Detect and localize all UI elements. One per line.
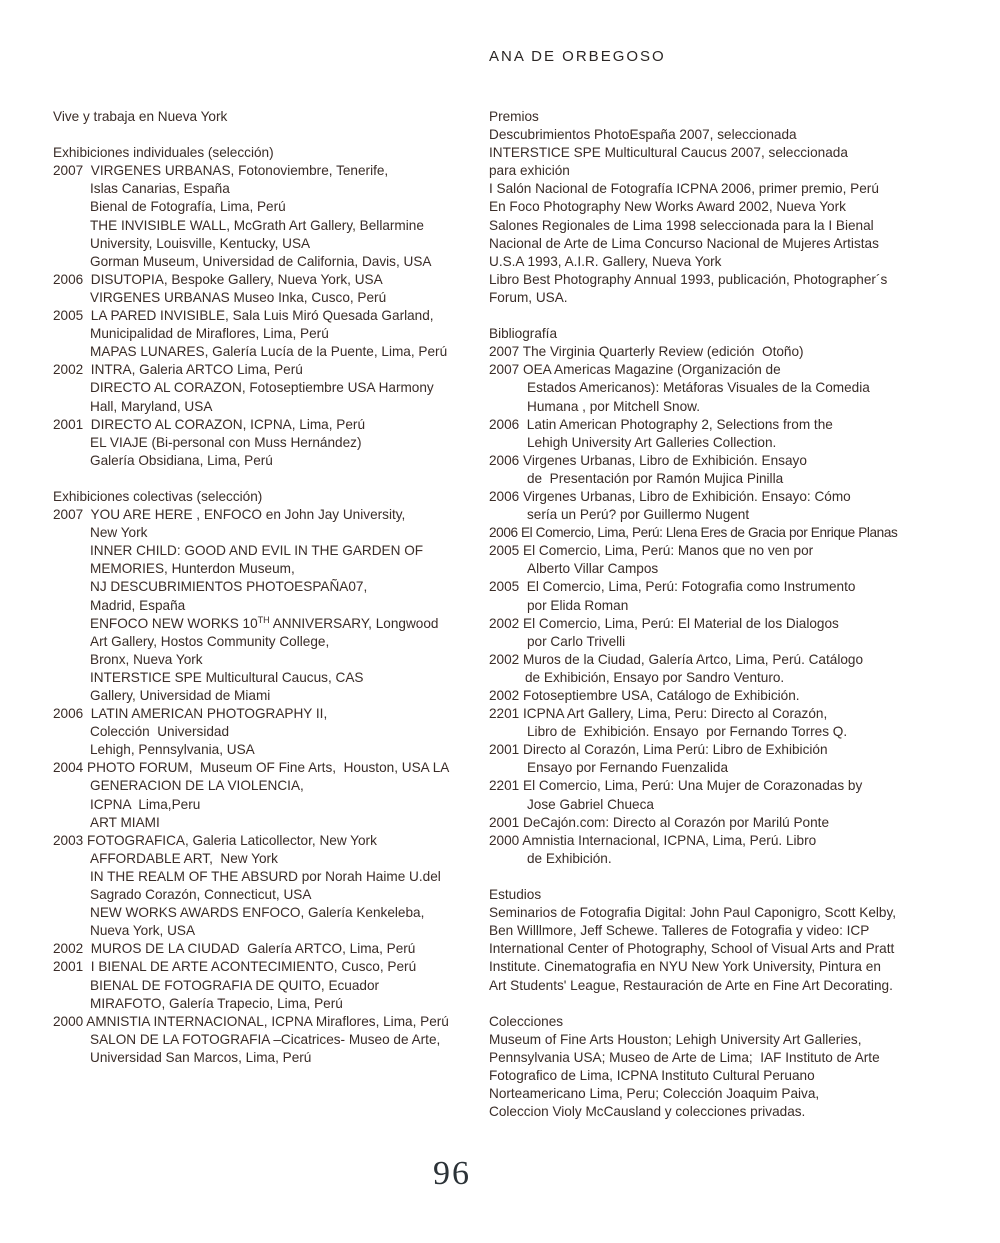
text-line-content: 2001 DIRECTO AL CORAZON, ICPNA, Lima, Perú bbox=[53, 416, 365, 432]
text-line-content: Vive y trabaja en Nueva York bbox=[53, 109, 228, 124]
text-line bbox=[53, 325, 473, 343]
text-line bbox=[53, 615, 473, 633]
text-line-content: Colecciones bbox=[489, 1013, 564, 1029]
text-line bbox=[489, 1103, 914, 1121]
text-line bbox=[489, 1013, 914, 1031]
text-line-content: Forum, USA. bbox=[489, 289, 568, 305]
text-line bbox=[53, 796, 473, 814]
text-line bbox=[53, 253, 473, 271]
superscript: TH bbox=[257, 614, 270, 625]
text-line bbox=[53, 343, 473, 361]
text-line bbox=[53, 271, 473, 289]
text-line-content: por Elida Roman bbox=[527, 597, 629, 613]
text-line-content: Museum of Fine Arts Houston; Lehigh University Art Galleries, bbox=[489, 1031, 862, 1047]
text-line bbox=[489, 597, 914, 615]
text-line bbox=[53, 108, 473, 126]
text-line bbox=[489, 379, 914, 397]
text-line bbox=[489, 1085, 914, 1103]
text-line-content: THE INVISIBLE WALL, McGrath Art Gallery, Bellarmine bbox=[90, 217, 424, 233]
text-line bbox=[53, 217, 473, 235]
text-line bbox=[489, 144, 914, 162]
page-number: 96 bbox=[433, 1155, 471, 1192]
text-line-content: 2005 El Comercio, Lima, Perú: Manos que no ven por bbox=[489, 543, 814, 559]
text-line-content: Alberto Villar Campos bbox=[527, 561, 659, 577]
text-line-content: Estados Americanos): Metáforas Visuales de la Comedia bbox=[527, 380, 870, 396]
text-line bbox=[53, 940, 473, 958]
text-line-content: Institute. Cinematografia en NYU New York University, Pintura en bbox=[489, 959, 881, 975]
text-line-content: Bronx, Nueva York bbox=[90, 651, 203, 667]
text-line bbox=[489, 542, 914, 560]
text-line bbox=[53, 198, 473, 216]
text-line bbox=[53, 506, 473, 524]
text-line-content: DIRECTO AL CORAZON, Fotoseptiembre USA Harmony bbox=[90, 380, 434, 396]
text-line bbox=[53, 289, 473, 307]
text-line bbox=[53, 180, 473, 198]
text-line bbox=[489, 615, 914, 633]
text-line-content: 2007 The Virginia Quarterly Review (edición Otoño) bbox=[489, 344, 804, 360]
text-line-content: 2006 DISUTOPIA, Bespoke Gallery, Nueva York, USA bbox=[53, 271, 383, 287]
text-line-content: 2006 Latin American Photography 2, Selections from the bbox=[489, 416, 833, 432]
text-line bbox=[489, 488, 914, 506]
text-line bbox=[489, 1049, 914, 1067]
text-line-content: 2004 PHOTO FORUM, Museum OF Fine Arts, Houston, USA LA bbox=[53, 760, 450, 776]
text-line-content: Galería Obsidiana, Lima, Perú bbox=[90, 452, 273, 468]
text-line bbox=[489, 271, 914, 289]
text-line-content: Bibliografía bbox=[489, 326, 558, 342]
text-line bbox=[489, 560, 914, 578]
text-line bbox=[53, 379, 473, 397]
text-line-content: New York bbox=[90, 525, 148, 541]
text-line bbox=[489, 253, 914, 271]
text-line bbox=[489, 452, 914, 470]
text-line bbox=[53, 235, 473, 253]
text-line bbox=[489, 361, 914, 379]
text-line bbox=[53, 434, 473, 452]
text-line bbox=[489, 470, 914, 488]
text-line-content: de Exhibición, Ensayo por Sandro Venturo. bbox=[525, 669, 785, 685]
text-line bbox=[53, 542, 473, 560]
text-line bbox=[489, 995, 914, 1013]
text-line bbox=[53, 904, 473, 922]
right-column-text bbox=[489, 108, 914, 1121]
text-line bbox=[53, 470, 473, 488]
text-line-content: 2000 Amnistia Internacional, ICPNA, Lima, Perú. Libro bbox=[489, 832, 817, 848]
text-line-content: Sagrado Corazón, Connecticut, USA bbox=[90, 887, 312, 903]
text-line bbox=[489, 506, 914, 524]
text-line bbox=[53, 777, 473, 795]
text-line-content: 2001 I BIENAL DE ARTE ACONTECIMIENTO, Cusco, Perú bbox=[53, 959, 417, 975]
text-line bbox=[489, 307, 914, 325]
text-line-content: 2007 VIRGENES URBANAS, Fotonoviembre, Tenerife, bbox=[53, 163, 389, 179]
text-line bbox=[489, 651, 914, 669]
text-line-content: 2201 El Comercio, Lima, Perú: Una Mujer de Corazonadas by bbox=[489, 778, 863, 794]
text-line-content: Jose Gabriel Chueca bbox=[527, 796, 654, 812]
text-line-content: 2006 LATIN AMERICAN PHOTOGRAPHY II, bbox=[53, 706, 328, 722]
text-line-content: MEMORIES, Hunterdon Museum, bbox=[90, 561, 295, 577]
text-line bbox=[489, 162, 914, 180]
text-line bbox=[53, 723, 473, 741]
text-line-content: ICPNA Lima,Peru bbox=[90, 796, 201, 812]
text-line bbox=[53, 578, 473, 596]
text-line-content: INTERSTICE SPE Multicultural Caucus, CAS bbox=[90, 669, 364, 685]
text-line-content: GENERACION DE LA VIOLENCIA, bbox=[90, 778, 304, 794]
text-line bbox=[489, 759, 914, 777]
text-line-content: Art Students' League, Restauración de Arte en Fine Art Decorating. bbox=[489, 977, 893, 993]
text-line bbox=[489, 524, 914, 542]
text-line bbox=[489, 705, 914, 723]
text-line bbox=[489, 343, 914, 361]
text-line-content: INTERSTICE SPE Multicultural Caucus 2007, seleccionada bbox=[489, 145, 848, 161]
text-line-content: Gallery, Universidad de Miami bbox=[90, 688, 271, 703]
text-line bbox=[53, 669, 473, 687]
text-line bbox=[489, 198, 914, 216]
text-line bbox=[53, 958, 473, 976]
text-line-content: 2000 AMNISTIA INTERNACIONAL, ICPNA Miraflores, Lima, Perú bbox=[53, 1013, 449, 1029]
text-line bbox=[53, 922, 473, 940]
text-line bbox=[53, 741, 473, 759]
text-line bbox=[53, 307, 473, 325]
text-line-content: 2003 FOTOGRAFICA, Galeria Laticollector, New York bbox=[53, 832, 377, 848]
text-line bbox=[489, 180, 914, 198]
text-line bbox=[53, 759, 473, 777]
text-line-content: 2201 ICPNA Art Gallery, Lima, Peru: Directo al Corazón, bbox=[489, 706, 828, 722]
text-line-content: Islas Canarias, España bbox=[90, 181, 230, 197]
text-line-content: Bienal de Fotografía, Lima, Perú bbox=[90, 199, 286, 215]
text-line bbox=[489, 832, 914, 850]
text-line-content: de Exhibición. bbox=[527, 850, 612, 866]
text-line-content: Seminarios de Fotografia Digital: John Paul Caponigro, Scott Kelby, bbox=[489, 905, 897, 921]
text-line-content: Fotografico de Lima, ICPNA Instituto Cultural Peruano bbox=[489, 1067, 815, 1083]
text-line-content: Municipalidad de Miraflores, Lima, Perú bbox=[90, 326, 329, 342]
text-line-content: 2007 OEA Americas Magazine (Organización de bbox=[489, 362, 781, 378]
text-line bbox=[53, 850, 473, 868]
text-line-content: Libro de Exhibición. Ensayo por Fernando Torres Q. bbox=[527, 724, 848, 740]
text-line bbox=[489, 886, 914, 904]
text-line-content: Colección Universidad bbox=[90, 724, 230, 740]
text-line bbox=[53, 633, 473, 651]
text-line-content: MAPAS LUNARES, Galería Lucía de la Puente, Lima, Perú bbox=[90, 344, 448, 360]
text-line-content: I Salón Nacional de Fotografía ICPNA 2006, primer premio, Perú bbox=[489, 181, 879, 197]
text-line-content: NEW WORKS AWARDS ENFOCO, Galería Kenkeleba, bbox=[90, 905, 425, 921]
text-line-content: U.S.A 1993, A.I.R. Gallery, Nueva York bbox=[489, 253, 722, 269]
text-line bbox=[489, 1031, 914, 1049]
text-line bbox=[489, 723, 914, 741]
text-line-content: AFFORDABLE ART, New York bbox=[90, 850, 278, 866]
text-line-content: Descubrimientos PhotoEspaña 2007, seleccionada bbox=[489, 127, 797, 143]
text-line bbox=[489, 814, 914, 832]
text-line bbox=[53, 560, 473, 578]
text-line-content: ART MIAMI bbox=[90, 814, 160, 830]
text-line bbox=[53, 687, 473, 705]
text-line-content: Coleccion Violy McCausland y colecciones privadas. bbox=[489, 1104, 806, 1120]
text-line bbox=[53, 488, 473, 506]
text-line-content: Salones Regionales de Lima 1998 seleccionada para la I Bienal bbox=[489, 217, 874, 233]
text-line-content: sería un Perú? por Guillermo Nugent bbox=[527, 507, 750, 523]
text-line bbox=[53, 1049, 473, 1067]
text-line bbox=[489, 633, 914, 651]
text-line-content: 2007 YOU ARE HERE , ENFOCO en John Jay University, bbox=[53, 507, 406, 523]
text-line-content: Hall, Maryland, USA bbox=[90, 398, 213, 414]
text-line-content: Madrid, España bbox=[90, 597, 186, 613]
text-line-content: 2005 El Comercio, Lima, Perú: Fotografia como Instrumento bbox=[489, 579, 856, 595]
text-line bbox=[53, 868, 473, 886]
text-line-content: Lehigh University Art Galleries Collection. bbox=[527, 434, 777, 450]
text-line bbox=[489, 741, 914, 759]
text-line-content: INNER CHILD: GOOD AND EVIL IN THE GARDEN OF bbox=[90, 543, 424, 559]
text-line-content: 2002 MUROS DE LA CIUDAD Galería ARTCO, Lima, Perú bbox=[53, 941, 416, 957]
text-line-content: 2006 El Comercio, Lima, Perú: Llena Eres de Gracia por Enrique Planas bbox=[489, 525, 898, 541]
text-line-content: Nueva York, USA bbox=[90, 923, 196, 939]
text-line-content: University, Louisville, Kentucky, USA bbox=[90, 235, 311, 251]
text-line bbox=[53, 814, 473, 832]
text-line bbox=[53, 126, 473, 144]
text-line-content: IN THE REALM OF THE ABSURD por Norah Haime U.del bbox=[90, 868, 441, 884]
text-line bbox=[53, 452, 473, 470]
text-line bbox=[53, 651, 473, 669]
text-line-content: de Presentación por Ramón Mujica Pinilla bbox=[527, 470, 784, 486]
text-line-content: Pennsylvania USA; Museo de Arte de Lima; IAF Instituto de Arte bbox=[489, 1049, 880, 1065]
text-line bbox=[489, 669, 914, 687]
text-line bbox=[489, 922, 914, 940]
text-line-content: Gorman Museum, Universidad de California, Davis, USA bbox=[90, 253, 432, 269]
text-line-continuation: ANNIVERSARY, Longwood bbox=[269, 615, 439, 631]
text-line bbox=[53, 832, 473, 850]
text-line-content: Universidad San Marcos, Lima, Perú bbox=[90, 1049, 312, 1065]
text-line-content: NJ DESCUBRIMIENTOS PHOTOESPAÑA07, bbox=[90, 579, 368, 595]
text-line-content: por Carlo Trivelli bbox=[527, 633, 626, 649]
text-line bbox=[489, 578, 914, 596]
text-line bbox=[53, 995, 473, 1013]
text-line-content: SALON DE LA FOTOGRAFIA –Cicatrices- Museo de Arte, bbox=[90, 1031, 441, 1047]
text-line-content: Libro Best Photography Annual 1993, publicación, Photographer´s bbox=[489, 271, 888, 287]
text-line bbox=[489, 325, 914, 343]
text-line-content: 2006 Virgenes Urbanas, Libro de Exhibición. Ensayo bbox=[489, 452, 807, 468]
text-line bbox=[489, 289, 914, 307]
text-line bbox=[53, 1031, 473, 1049]
text-line bbox=[53, 977, 473, 995]
text-line-content: BIENAL DE FOTOGRAFIA DE QUITO, Ecuador bbox=[90, 977, 380, 993]
text-line bbox=[489, 777, 914, 795]
text-line-content: 2005 LA PARED INVISIBLE, Sala Luis Miró Quesada Garland, bbox=[53, 308, 434, 324]
text-line-content: Exhibiciones colectivas (selección) bbox=[53, 488, 263, 504]
text-line-content: 2002 Muros de la Ciudad, Galería Artco, Lima, Perú. Catálogo bbox=[489, 651, 864, 667]
text-line-content: Premios bbox=[489, 109, 539, 124]
text-line-content: para exhición bbox=[489, 163, 570, 179]
text-line bbox=[489, 217, 914, 235]
text-line bbox=[53, 524, 473, 542]
text-line bbox=[489, 1067, 914, 1085]
text-line bbox=[489, 235, 914, 253]
text-line bbox=[489, 904, 914, 922]
text-line-content: ENFOCO NEW WORKS 10 bbox=[90, 615, 258, 631]
text-line-content: Lehigh, Pennsylvania, USA bbox=[90, 742, 255, 758]
text-line-content: Estudios bbox=[489, 887, 542, 903]
text-line bbox=[53, 398, 473, 416]
text-line-content: Norteamericano Lima, Peru; Colección Joaquim Paiva, bbox=[489, 1086, 820, 1102]
text-line-content: Nacional de Arte de Lima Concurso Nacional de Mujeres Artistas bbox=[489, 235, 879, 251]
text-line-content: 2002 Fotoseptiembre USA, Catálogo de Exhibición. bbox=[489, 688, 800, 703]
text-line-content: 2001 DeCajón.com: Directo al Corazón por Marilú Ponte bbox=[489, 814, 830, 830]
text-line bbox=[53, 1013, 473, 1031]
left-column-text bbox=[53, 108, 473, 1067]
text-line-content: 2002 El Comercio, Lima, Perú: El Material de los Dialogos bbox=[489, 615, 839, 631]
text-line bbox=[53, 361, 473, 379]
text-line-content: Ben Willlmore, Jeff Schewe. Talleres de Fotografia y video: ICP bbox=[489, 923, 870, 939]
text-line bbox=[53, 597, 473, 615]
artist-name-header: ANA DE ORBEGOSO bbox=[489, 48, 666, 65]
text-line-content: EL VIAJE (Bi-personal con Muss Hernández) bbox=[90, 434, 362, 450]
text-line bbox=[53, 886, 473, 904]
text-line-content: 2001 Directo al Corazón, Lima Perú: Libro de Exhibición bbox=[489, 742, 828, 758]
text-line bbox=[489, 398, 914, 416]
text-line bbox=[489, 977, 914, 995]
text-line bbox=[489, 126, 914, 144]
text-line-content: En Foco Photography New Works Award 2002, Nueva York bbox=[489, 199, 846, 215]
text-line-content: 2002 INTRA, Galeria ARTCO Lima, Perú bbox=[53, 362, 303, 378]
text-line bbox=[489, 416, 914, 434]
text-line-content: Ensayo por Fernando Fuenzalida bbox=[527, 760, 729, 776]
text-line bbox=[53, 416, 473, 434]
text-line-content: MIRAFOTO, Galería Trapecio, Lima, Perú bbox=[90, 995, 343, 1011]
text-line bbox=[53, 162, 473, 180]
text-line bbox=[489, 958, 914, 976]
text-line bbox=[489, 434, 914, 452]
text-line bbox=[489, 796, 914, 814]
text-line-content: 2006 Virgenes Urbanas, Libro de Exhibición. Ensayo: Cómo bbox=[489, 488, 851, 504]
text-line bbox=[489, 940, 914, 958]
text-line-content: Exhibiciones individuales (selección) bbox=[53, 145, 274, 161]
text-line bbox=[489, 687, 914, 705]
text-line bbox=[53, 144, 473, 162]
text-line bbox=[53, 705, 473, 723]
text-line bbox=[489, 850, 914, 868]
text-line-content: VIRGENES URBANAS Museo Inka, Cusco, Perú bbox=[90, 289, 387, 305]
text-line bbox=[489, 108, 914, 126]
text-line bbox=[489, 868, 914, 886]
text-line-content: International Center of Photography, School of Visual Arts and Pratt bbox=[489, 941, 895, 957]
text-line-content: Art Gallery, Hostos Community College, bbox=[90, 633, 330, 649]
text-line-content: Humana , por Mitchell Snow. bbox=[527, 398, 701, 414]
